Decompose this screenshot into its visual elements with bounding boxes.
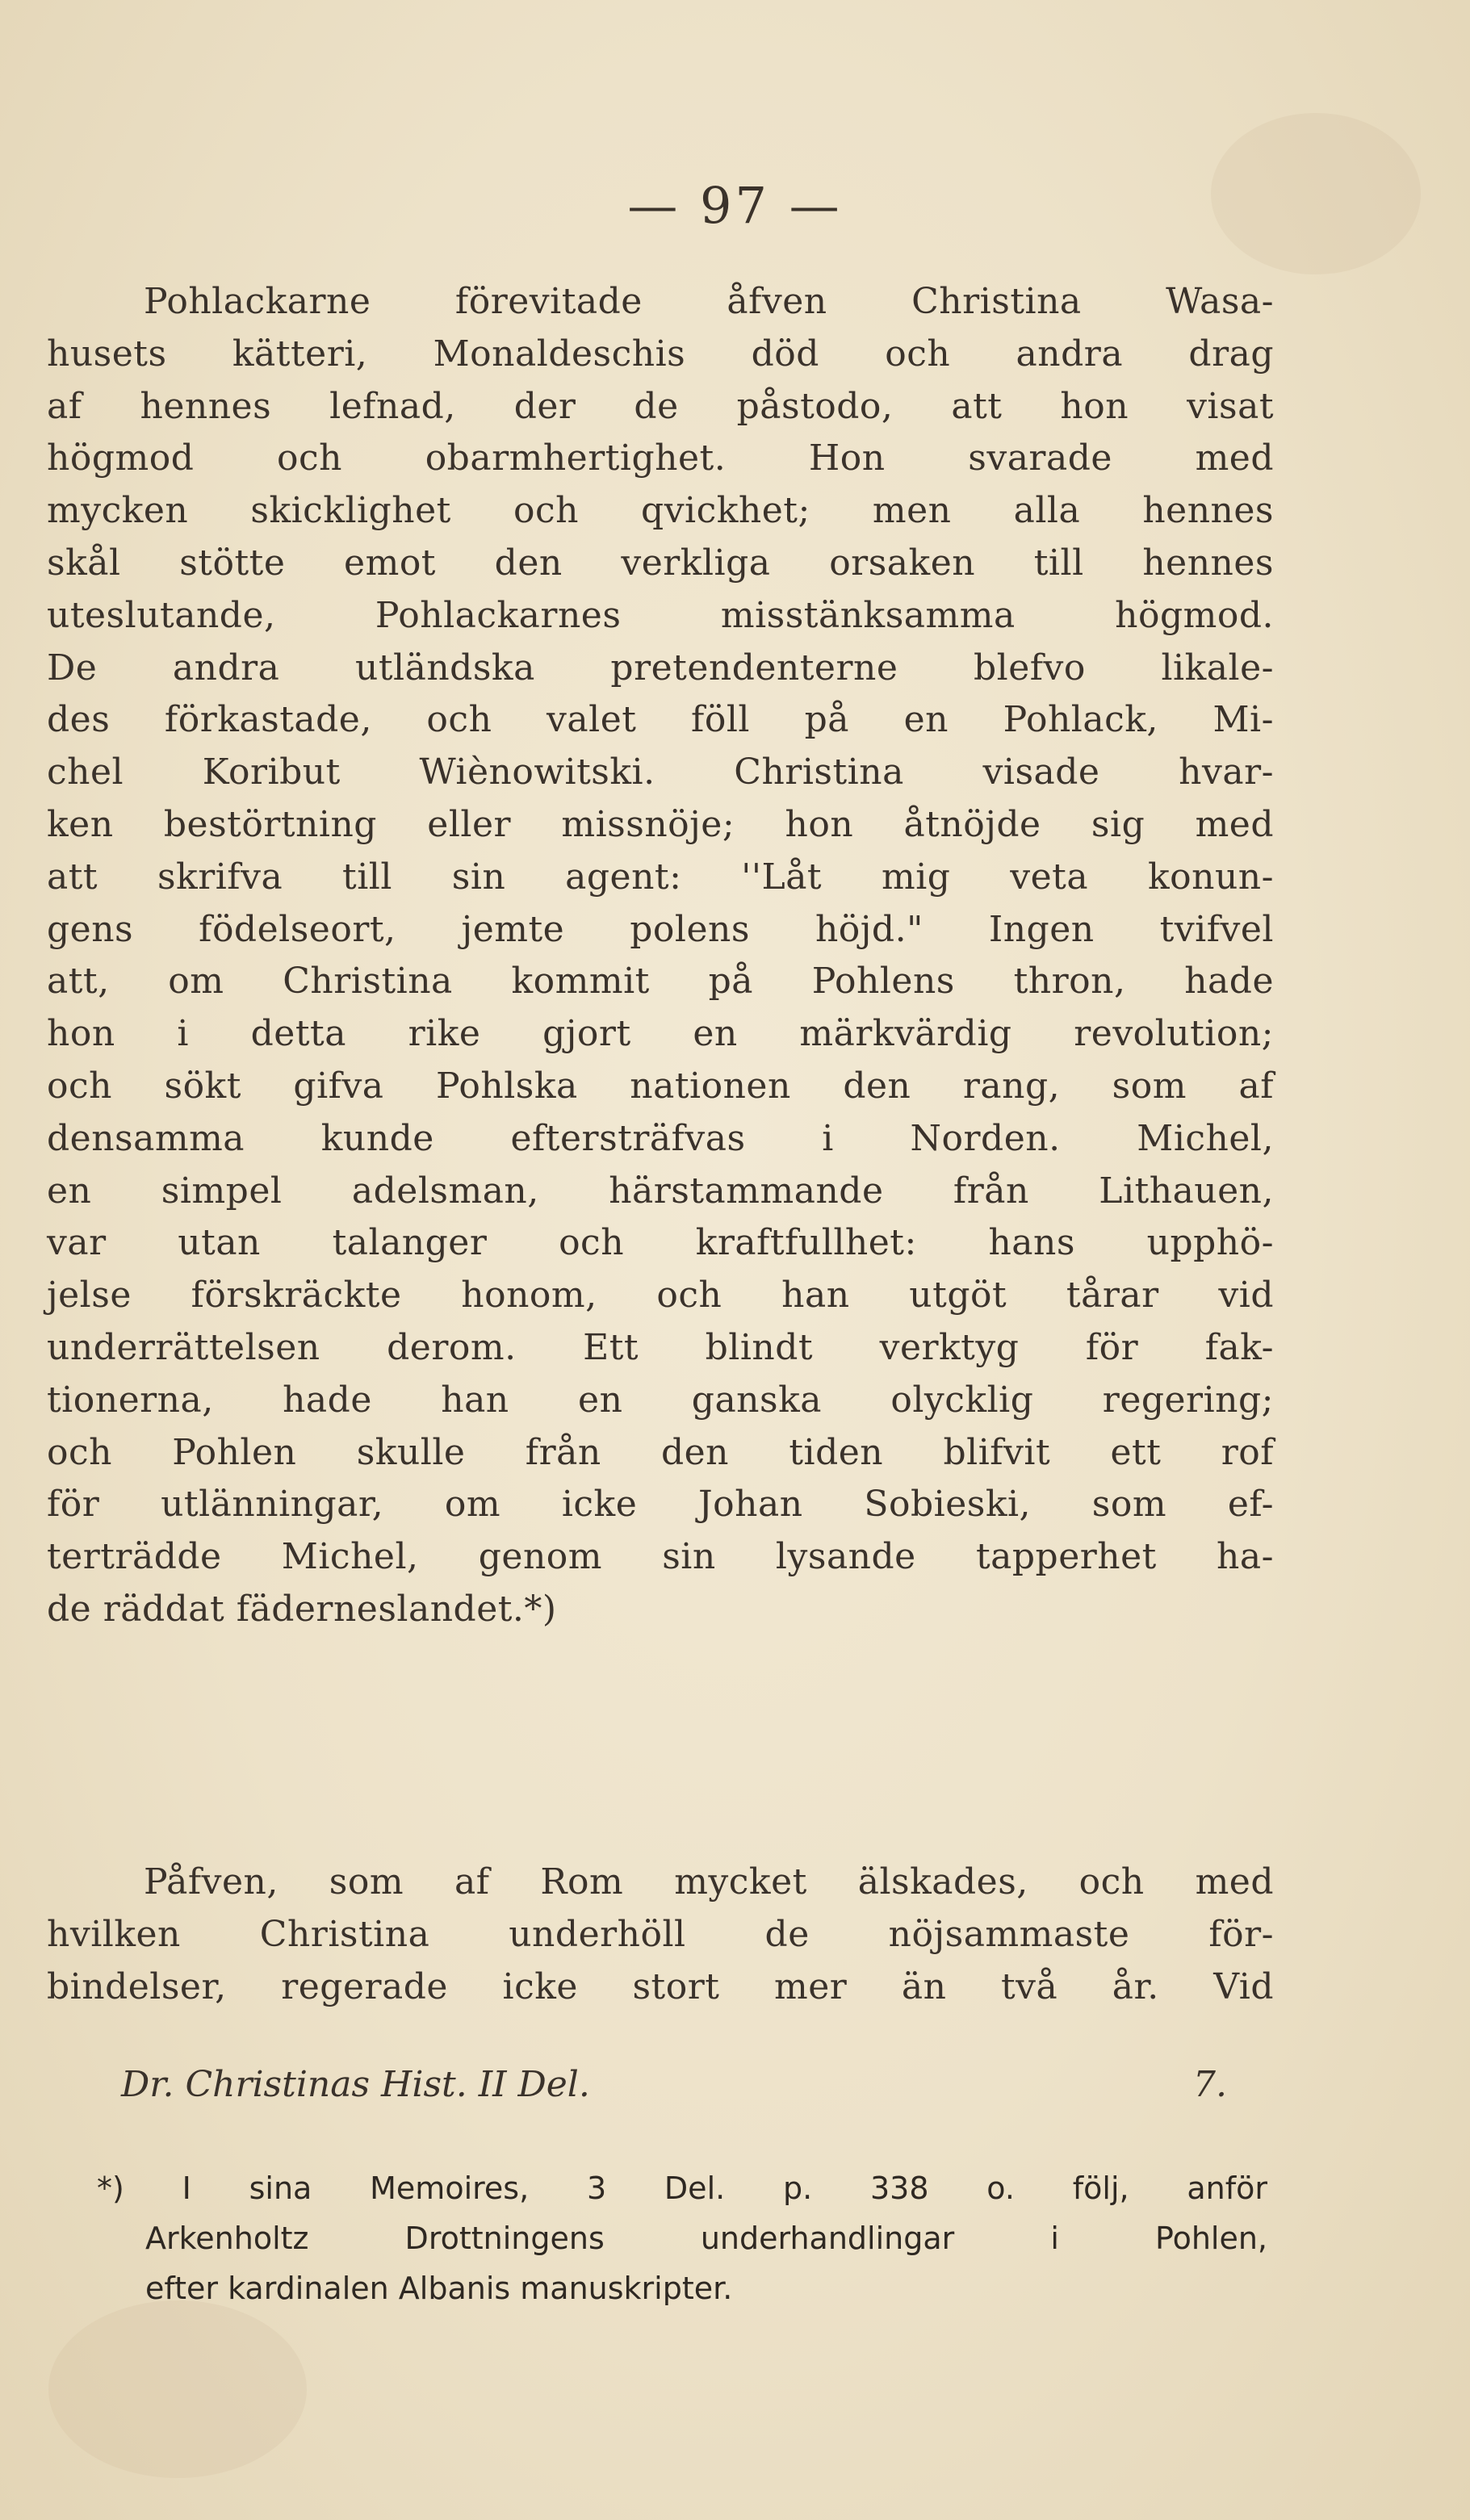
text-line: att skrifva till sin agent: ''Låt mig veta konun- (47, 856, 1274, 898)
paragraph-1 (47, 276, 1274, 1636)
text-line: mycken skicklighet och qvickhet; men alla hennes (47, 490, 1274, 532)
text-line: underrättelsen derom. Ett blindt verktyg för fak- (47, 1326, 1274, 1368)
text-line: ken bestörtning eller missnöje; hon åtnöjde sig med (47, 803, 1274, 845)
text-line: hvilken Christina underhöll de nöjsammaste för- (47, 1913, 1274, 1955)
text-line: husets kätteri, Monaldeschis död och andra drag (47, 333, 1274, 375)
text-line: terträdde Michel, genom sin lysande tapperhet ha- (47, 1536, 1274, 1578)
paper-stain (48, 2300, 307, 2478)
text-line: de räddat fäderneslandet.*) (47, 1588, 557, 1630)
page-number: — 97 — (627, 176, 843, 235)
text-line: Pohlackarne förevitade åfven Christina Wasa- (144, 281, 1274, 322)
text-line: skål stötte emot den verkliga orsaken till hennes (47, 542, 1274, 584)
paragraph-2 (47, 1857, 1274, 2013)
footnote-line: Arkenholtz Drottningens underhandlingar i Pohlen, (145, 2221, 1267, 2256)
text-line: chel Koribut Wiènowitski. Christina visade hvar- (47, 751, 1274, 793)
text-line: densamma kunde eftersträfvas i Norden. Michel, (47, 1117, 1274, 1159)
footnote (97, 2163, 1267, 2313)
text-line: att, om Christina kommit på Pohlens thron, hade (47, 961, 1274, 1003)
signature-line (121, 2057, 1275, 2113)
footnote-line: *) I sina Memoires, 3 Del. p. 338 o. följ, anför (97, 2170, 1267, 2206)
text-line: Påfven, som af Rom mycket älskades, och med (144, 1861, 1274, 1903)
signature-text: Dr. Christinas Hist. II Del. (121, 2064, 590, 2105)
text-line: högmod och obarmhertighet. Hon svarade med (47, 437, 1274, 479)
text-line: des förkastade, och valet föll på en Pohlack, Mi- (47, 699, 1274, 741)
text-line: bindelser, regerade icke stort mer än två år. Vid (47, 1965, 1274, 2007)
text-line: tionerna, hade han en ganska olycklig regering; (47, 1379, 1274, 1421)
signature-mark: 7. (1193, 2064, 1227, 2105)
text-line: och sökt gifva Pohlska nationen den rang, som af (47, 1065, 1274, 1107)
text-line: af hennes lefnad, der de påstodo, att hon visat (47, 385, 1274, 427)
text-line: jelse förskräckte honom, och han utgöt tårar vid (47, 1275, 1274, 1317)
text-line: gens födelseort, jemte polens höjd." Ingen tvifvel (47, 908, 1274, 950)
text-line: hon i detta rike gjort en märkvärdig revolution; (47, 1013, 1274, 1055)
text-line: en simpel adelsman, härstammande från Lithauen, (47, 1170, 1274, 1212)
text-line: var utan talanger och kraftfullhet: hans upphö- (47, 1222, 1274, 1264)
text-line: och Pohlen skulle från den tiden blifvit ett rof (47, 1431, 1274, 1473)
footnote-line: efter kardinalen Albanis manuskripter. (145, 2271, 733, 2306)
text-line: för utlänningar, om icke Johan Sobieski, som ef- (47, 1484, 1274, 1526)
text-line: De andra utländska pretendenterne blefvo likale- (47, 647, 1274, 689)
text-line: uteslutande, Pohlackarnes misstänksamma högmod. (47, 594, 1274, 636)
